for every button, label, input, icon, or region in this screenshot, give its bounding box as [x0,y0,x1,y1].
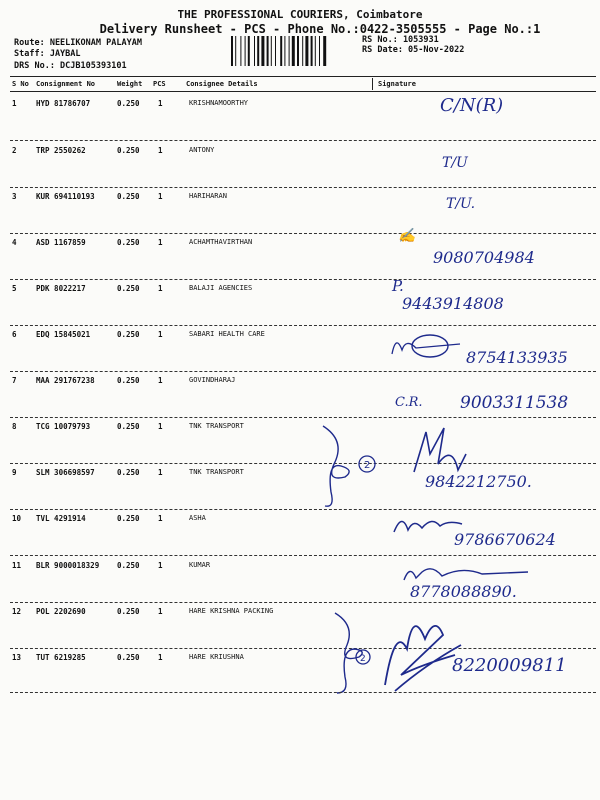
row-sno: 9 [12,468,17,477]
row-separator [10,602,596,603]
row-separator [10,463,596,464]
row-consignee: ANTONY [189,146,215,154]
row-sno: 6 [12,330,17,339]
row-separator [10,509,596,510]
row-pcs: 1 [158,561,163,570]
row-weight: 0.250 [117,561,140,570]
row-pcs: 1 [158,330,163,339]
row-sno: 3 [12,192,17,201]
row-consignment-no: PDK 8022217 [36,284,86,293]
table-header-rule [10,91,596,92]
barcode-bar [248,36,250,66]
signature-row-9: 9842212750. [425,472,532,491]
row-consignee: SABARI HEALTH CARE [189,330,265,338]
signature-row-13: 8220009811 [452,655,567,676]
row-separator [10,279,596,280]
col-header-consignee: Consignee Details [186,80,258,88]
row-consignment-no: MAA 291767238 [36,376,95,385]
row-weight: 0.250 [117,468,140,477]
barcode-bar [280,36,282,66]
row-sno: 8 [12,422,17,431]
svg-text:2: 2 [364,460,371,471]
row-consignment-no: SLM 306698597 [36,468,95,477]
drs-number: DRS No.: DCJB105393101 [14,61,127,71]
row-weight: 0.250 [117,99,140,108]
table-bottom-rule [10,692,596,693]
signature-row-5: 9443914808 [402,294,504,313]
row-weight: 0.250 [117,422,140,431]
row-pcs: 1 [158,238,163,247]
row-separator [10,648,596,649]
svg-text:2: 2 [360,654,366,664]
signature-scrawl-row-6 [390,330,470,360]
barcode-bar [284,36,285,66]
row-sno: 12 [12,607,22,616]
signature-row-11: 8778088890. [410,582,517,601]
row-sno: 4 [12,238,17,247]
row-consignee: TNK TRANSPORT [189,468,244,476]
row-pcs: 1 [158,468,163,477]
rs-date: RS Date: 05-Nov-2022 [362,45,465,55]
signature-row-4: 9080704984 [433,248,535,267]
row-weight: 0.250 [117,376,140,385]
barcode-bar [315,36,316,66]
row-consignee: GOVINDHARAJ [189,376,236,384]
barcode-bar [231,36,233,66]
row-pcs: 1 [158,376,163,385]
row-weight: 0.250 [117,607,140,616]
row-consignee: BALAJI AGENCIES [189,284,253,292]
barcode-bar [261,36,264,66]
barcode [231,36,351,66]
signature-scrawl-row-5: P. [392,277,404,295]
row-sno: 11 [12,561,22,570]
signature-row-10: 9786670624 [454,530,556,549]
barcode-bar [319,36,320,66]
row-consignment-no: TRP 2550262 [36,146,86,155]
row-consignment-no: ASD 1167859 [36,238,86,247]
row-weight: 0.250 [117,653,140,662]
barcode-bar [305,36,308,66]
row-sno: 10 [12,514,22,523]
row-separator [10,325,596,326]
row-weight: 0.250 [117,330,140,339]
row-consignment-no: KUR 694110193 [36,192,95,201]
row-separator [10,187,596,188]
barcode-bar [323,36,326,66]
barcode-bar [271,36,272,66]
row-consignee: HARIHARAN [189,192,227,200]
barcode-bar [235,36,236,66]
rs-number: RS No.: 1053931 [362,35,439,45]
row-consignee: ASHA [189,514,206,522]
row-sno: 5 [12,284,17,293]
row-consignment-no: POL 2202690 [36,607,86,616]
barcode-bar [297,36,299,66]
signature-row-2: T/U [442,155,468,171]
row-pcs: 1 [158,284,163,293]
row-consignee: KRISHNAMOORTHY [189,99,249,107]
row-consignee: HARE KRISHNA PACKING [189,607,274,615]
barcode-bar [254,36,255,66]
row-sno: 1 [12,99,17,108]
barcode-bar [275,36,276,66]
barcode-bar [292,36,295,66]
row-pcs: 1 [158,146,163,155]
row-pcs: 1 [158,99,163,108]
row-sno: 2 [12,146,17,155]
signature-scrawl-rows-8-9 [315,422,405,512]
row-separator [10,233,596,234]
row-pcs: 1 [158,653,163,662]
row-consignee: ACHAMTHAVIRTHAN [189,238,253,246]
col-header-consignment: Consignment No [36,80,96,88]
runsheet-subtitle: Delivery Runsheet - PCS - Phone No.:0422-3505555 - Page No.:1 [99,22,541,36]
row-consignee: TNK TRANSPORT [189,422,244,430]
signature-row-1: C/N(R) [440,95,504,116]
row-consignment-no: BLR 9000018329 [36,561,100,570]
barcode-bar [289,36,290,66]
barcode-bar [311,36,313,66]
header-divider [372,78,373,90]
col-header-signature: Signature [378,80,416,88]
barcode-bar [245,36,246,66]
row-pcs: 1 [158,422,163,431]
company-title: THE PROFESSIONAL COURIERS, Coimbatore [177,8,423,21]
col-header-sno: S No [12,80,29,88]
row-consignment-no: TUT 6219285 [36,653,86,662]
row-separator [10,417,596,418]
signature-scrawl-row-9 [408,424,468,476]
signature-row-3: T/U. [446,196,476,212]
row-pcs: 1 [158,514,163,523]
row-consignee: KUMAR [189,561,211,569]
row-separator [10,555,596,556]
col-header-weight: Weight [117,80,143,88]
barcode-bar [302,36,303,66]
row-weight: 0.250 [117,238,140,247]
staff-label: Staff: JAYBAL [14,49,81,59]
row-separator [10,371,596,372]
signature-scrawl-rows-12-13 [325,605,465,700]
col-header-pcs: PCS [153,80,166,88]
route-label: Route: NEELIKONAM PALAYAM [14,38,142,48]
row-consignment-no: TVL 4291914 [36,514,86,523]
signature-row-7: 9003311538 [460,393,569,413]
row-separator [10,140,596,141]
row-consignee: HARE KRIUSHNA [189,653,244,661]
row-weight: 0.250 [117,284,140,293]
signature-row-6: 8754133935 [466,348,568,367]
signature-scrawl-row-4: ✍ [398,228,416,244]
barcode-bar [267,36,269,66]
row-pcs: 1 [158,192,163,201]
barcode-bar [257,36,259,66]
row-weight: 0.250 [117,514,140,523]
row-consignment-no: TCG 10079793 [36,422,91,431]
row-pcs: 1 [158,607,163,616]
row-sno: 13 [12,653,22,662]
row-weight: 0.250 [117,192,140,201]
row-weight: 0.250 [117,146,140,155]
table-top-rule [10,76,596,77]
barcode-bar [240,36,241,66]
row-sno: 7 [12,376,17,385]
row-consignment-no: EDQ 15845021 [36,330,91,339]
signature-scrawl-row-7: C.R. [395,395,423,410]
row-consignment-no: HYD 81786707 [36,99,91,108]
